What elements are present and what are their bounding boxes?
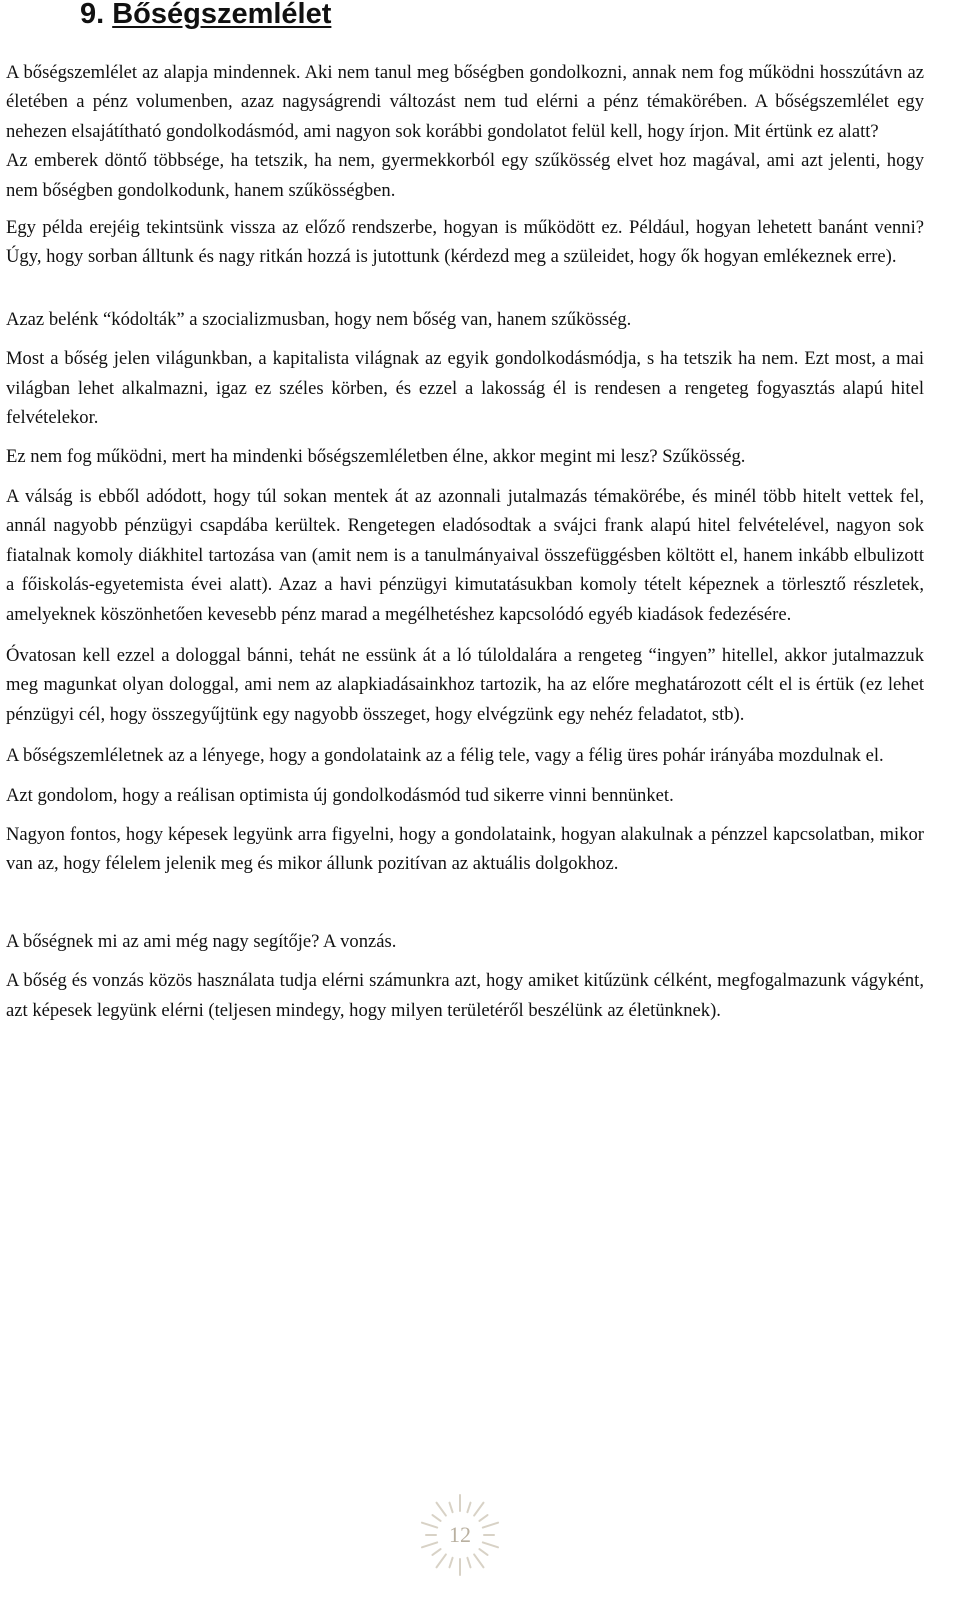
sunburst-ray [436,1503,445,1516]
sunburst-ray [474,1554,483,1567]
page-number: 12 [449,1522,471,1547]
sunburst-ray [479,1549,487,1555]
sunburst-ray [432,1515,440,1521]
sunburst-ray [449,1503,452,1513]
sunburst-ray [432,1549,440,1555]
paragraph: A bőség és vonzás közös használata tudja elérni számunkra azt, hogy amiket kitűzünk célként, megfogalmazunk vágyként, azt képesek legyünk elérni (teljesen mindegy, hogy milyen területéről beszélünk az életünknek). [6,970,924,1021]
section-heading [80,0,331,34]
sunburst-ray [467,1503,470,1513]
paragraph: A válság is ebből adódott, hogy túl sokan mentek át az azonnali jutalmazás témakörébe, és minél több hitelt vettek fel, annál nagyobb pénzügyi csapdába kerültek. Rengetegen eladósodtak a svájci frank alapú hitel felvételével, nagyon sok fiatalnak komoly diákhitel tartozása van (amit nem is a tanulmányaival összefüggésben költött el, hanem inkább elbulizott a főiskolás-egyetemista évei alatt). Azaz a havi pénzügyi kimutatásukban komoly tételt képeznek a törlesztő részletek, amelyeknek köszönhetően kevesebb pénz marad a megélhetéshez kapcsolódó egyéb kiadások fedezésére. [6,485,924,625]
sunburst-ray [474,1503,483,1516]
section-title: Bőségszemlélet [112,0,332,30]
page-footer [415,1492,505,1582]
paragraph: Óvatosan kell ezzel a dologgal bánni, tehát ne essünk át a ló túloldalára a rengeteg “ingyen” hitellel, akkor jutalmazzuk meg magunkat olyan dologgal, ami nem az alapkiadásainkhoz tartozik, ha az előre meghatározott célt el is értük (ez lehet pénzügyi cél, hogy összegyűjtünk egy nagyobb összeget, hogy elvégzünk egy nehéz feladatot, stb). [6,644,924,725]
sunburst-ray [449,1558,452,1568]
paragraph: Azaz belénk “kódolták” a szocializmusban, hogy nem bőség van, hanem szűkösség. [6,308,632,330]
body-text [6,58,924,1025]
sunburst-ray [479,1515,487,1521]
paragraph: Azt gondolom, hogy a reálisan optimista új gondolkodásmód tud sikerre vinni bennünket. [6,784,674,806]
sunburst-ray [436,1554,445,1567]
paragraph: A bőségszemléletnek az a lényege, hogy a gondolataink az a félig tele, vagy a félig üres pohár irányába mozdulnak el. [6,745,884,767]
paragraph: Az emberek döntő többsége, ha tetszik, ha nem, gyermekkorból egy szűkösség elvet hoz magával, ami azt jelenti, hogy nem bőségben gondolkodunk, hanem szűkösségben. [6,150,924,201]
section-number: 9. [80,0,105,30]
paragraph: Most a bőség jelen világunkban, a kapitalista világnak az egyik gondolkodásmódja, s ha tetszik ha nem. Ezt most, a mai világban lehet alkalmazni, igaz ez széles körben, és ezzel a lakosság él is rendesen a rengeteg fogyasztás alapú hitel felvételekor. [6,348,924,429]
paragraph: Ez nem fog működni, mert ha mindenki bőségszemléletben élne, akkor megint mi lesz? Szűkösség. [6,446,746,468]
sunburst-ray [467,1558,470,1568]
paragraph: Nagyon fontos, hogy képesek legyünk arra figyelni, hogy a gondolataink, hogyan alakulnak a pénzzel kapcsolatban, mikor van az, hogy félelem jelenik meg és mikor állunk pozitívan az aktuális dolgokhoz. [6,823,924,875]
paragraph: A bőségnek mi az ami még nagy segítője? A vonzás. [6,930,397,952]
paragraph: A bőségszemlélet az alapja mindennek. Aki nem tanul meg bőségben gondolkozni, annak nem fog működni hosszútávn az életében a pénz volumenben, azaz nagyságrendi változást nem tud elérni a pénz témakörében. A bőségszemlélet egy nehezen elsajátítható gondolkodásmód, ami nagyon sok korábbi gondolatot felül kell, hogy írjon. Mit értünk ez alatt? [6,62,924,142]
paragraph: Egy példa erejéig tekintsünk vissza az előző rendszerbe, hogyan is működött ez. Például, hogyan lehetett banánt venni? Úgy, hogy sorban álltunk és nagy ritkán hozzá is jutottunk (kérdezd meg a szüleidet, hogy ők hogyan emlékeznek erre). [6,217,924,268]
